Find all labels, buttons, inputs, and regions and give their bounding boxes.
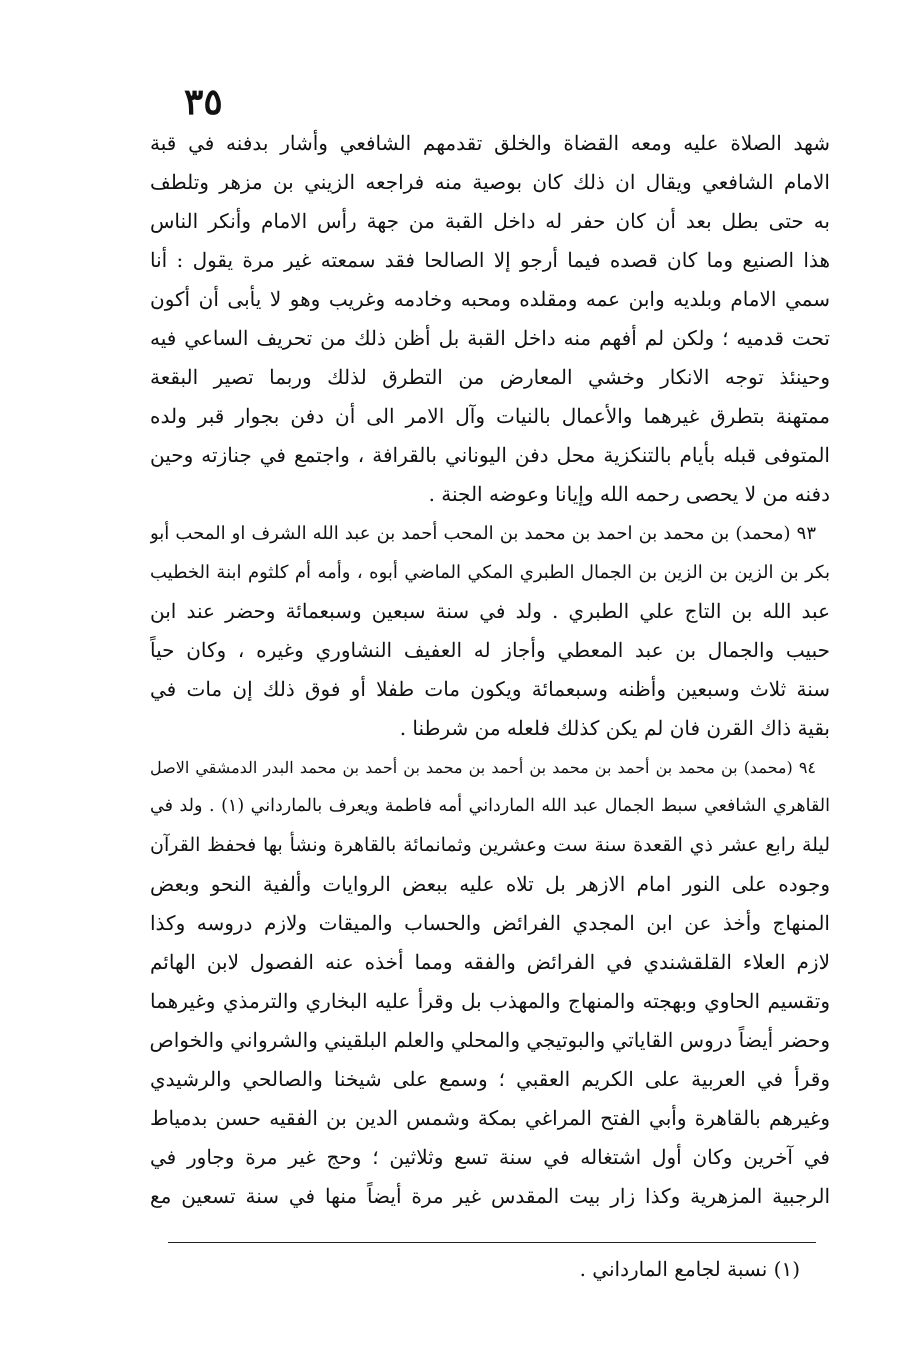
text-line: الرجبية المزهرية وكذا زار بيت المقدس غير مرة أيضاً منها في سنة تسعين مع [150, 1184, 830, 1208]
main-text [150, 124, 830, 1216]
text-line: وغيرهم بالقاهرة وأبي الفتح المراغي بمكة وشمس الدين بن الفقيه حسن بدمياط [150, 1106, 830, 1130]
text-line: وحينئذ توجه الانكار وخشي المعارض من التطرق لذلك وربما تصير البقعة [150, 365, 830, 389]
text-line: به حتى بطل بعد أن كان حفر له داخل القبة من جهة رأس الامام وأنكر الناس [150, 209, 830, 233]
footnote-divider [168, 1242, 816, 1243]
text-line: ممتهنة بتطرق غيرهما والأعمال بالنيات وآل الامر الى أن دفن بجوار قبر ولده [150, 404, 830, 428]
text-line: عبد الله بن التاج علي الطبري . ولد في سنة سبعين وسبعمائة وحضر عند ابن [150, 599, 830, 623]
text-line: سنة ثلاث وسبعين وأظنه وسبعمائة ويكون مات طفلا أو فوق ذلك إن مات في [150, 677, 830, 701]
text-line: شهد الصلاة عليه ومعه القضاة والخلق تقدمهم الشافعي وأشار بدفنه في قبة [150, 131, 830, 155]
text-line: المتوفى قبله بأيام بالتنكزية محل دفن اليوناني بالقرافة ، واجتمع في جنازته وحين [150, 443, 830, 467]
text-line: لازم العلاء القلقشندي في الفرائض والفقه ومما أخذه عنه الفصول لابن الهائم [150, 950, 830, 974]
text-line: المنهاج وأخذ عن ابن المجدي الفرائض والحساب والميقات ولازم دروسه وكذا [150, 911, 830, 935]
text-line: سمي الامام وبلديه وابن عمه ومقلده ومحبه وخادمه وغريب وهو لا يأبى أن أكون [150, 287, 830, 311]
text-line: بكر بن الزين بن الزين بن الجمال الطبري المكي الماضي أبوه ، وأمه أم كلثوم ابنة الخطيب [150, 562, 830, 583]
page-number: ٣٥ [184, 81, 223, 123]
text-line: تحت قدميه ؛ ولكن لم أفهم منه داخل القبة بل أظن ذلك من تحريف الساعي فيه [150, 326, 830, 350]
text-line: حبيب والجمال بن عبد المعطي وأجاز له العفيف النشاوري وغيره ، وكان حياً [150, 638, 830, 662]
text-line: الامام الشافعي ويقال ان ذلك كان بوصية منه فراجعه الزيني بن مزهر وتلطف [150, 170, 830, 194]
entry-94-start: ٩٤ (محمد) بن محمد بن أحمد بن محمد بن أحمد بن محمد بن أحمد بن محمد البدر الدمشقي الاصل [150, 758, 817, 777]
text-line: وتقسيم الحاوي وبهجته والمنهاج والمهذب بل وقرأ عليه البخاري والترمذي وغيرهما [150, 989, 830, 1013]
text-line: ليلة رابع عشر ذي القعدة سنة ست وعشرين وثمانمائة بالقاهرة ونشأ بها فحفظ القرآن [150, 834, 830, 856]
entry-93-start: ٩٣ (محمد) بن محمد بن احمد بن محمد بن المحب أحمد بن عبد الله الشرف او المحب أبو [150, 523, 816, 544]
footnote: (١) نسبة لجامع المارداني . [579, 1257, 800, 1281]
text-line: القاهري الشافعي سبط الجمال عبد الله المارداني أمه فاطمة ويعرف بالمارداني (١) . ولد في [150, 796, 830, 816]
text-line: دفنه من لا يحصى رحمه الله وإيانا وعوضه الجنة . [428, 482, 830, 506]
text-line: هذا الصنيع وما كان قصده فيما أرجو إلا الصالحا فقد سمعته غير مرة يقول : أنا [150, 248, 830, 272]
text-line: وحضر أيضاً دروس القاياتي والبوتيجي والمحلي والعلم البلقيني والشرواني والخواص [150, 1028, 830, 1052]
text-line: في آخرين وكان أول اشتغاله في سنة تسع وثلاثين ؛ وحج غير مرة وجاور في [150, 1145, 830, 1169]
text-line: وقرأ في العربية على الكريم العقبي ؛ وسمع على شيخنا والصالحي والرشيدي [150, 1067, 830, 1091]
text-line: بقية ذاك القرن فان لم يكن كذلك فلعله من شرطنا . [399, 716, 830, 740]
text-line: وجوده على النور امام الازهر بل تلاه عليه ببعض الروايات وألفية النحو وبعض [150, 872, 830, 896]
